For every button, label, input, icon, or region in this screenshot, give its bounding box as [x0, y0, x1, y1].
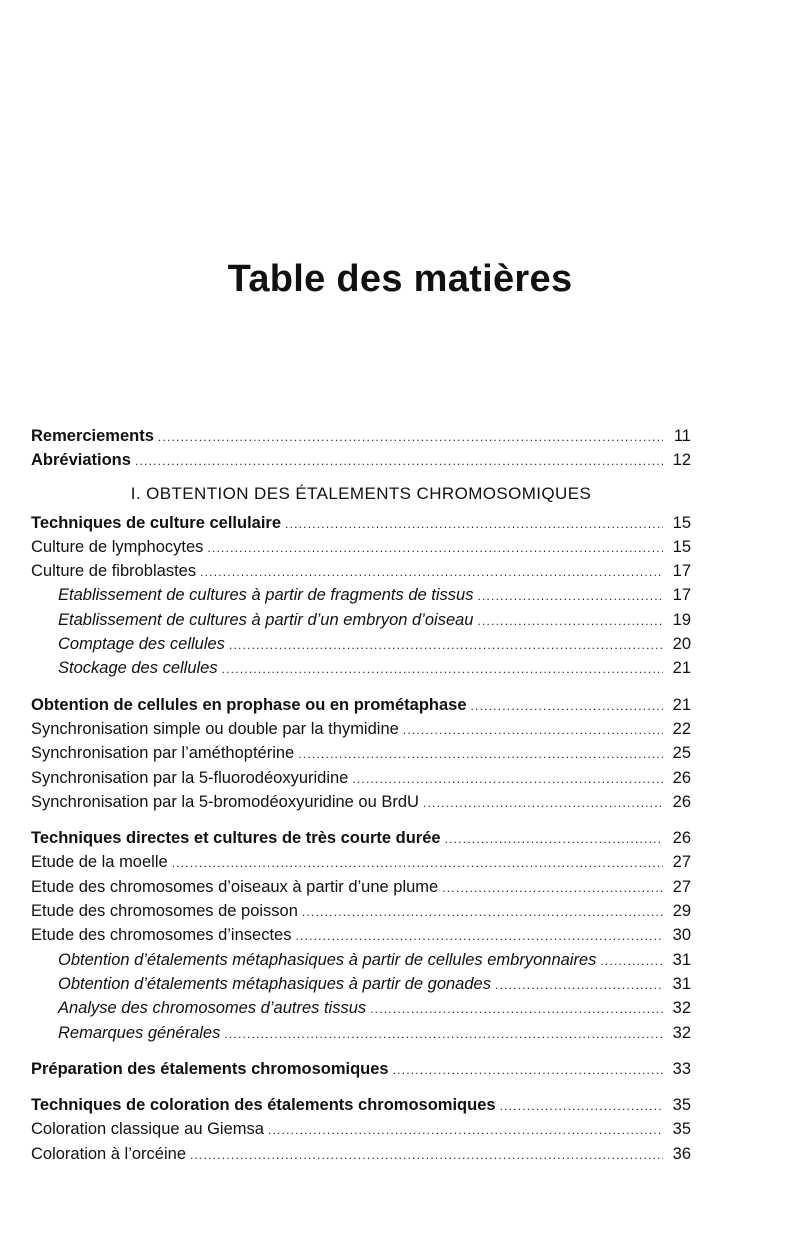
leader-dots	[207, 541, 663, 555]
toc-entry[interactable]	[31, 878, 691, 902]
toc-entry-page: 22	[672, 719, 691, 738]
toc-entry-label: Analyse des chromosomes d’autres tissus	[58, 999, 367, 1018]
toc-section-heading[interactable]	[31, 696, 691, 720]
toc-section-heading[interactable]	[31, 1060, 691, 1084]
toc-entry-page: 26	[672, 792, 691, 811]
toc-entry-page: 29	[672, 902, 691, 921]
toc-entry-page: 30	[672, 926, 691, 945]
leader-dots	[285, 517, 663, 531]
leader-dots	[477, 614, 663, 628]
toc-entry-label: Etablissement de cultures à partir de fragments de tissus	[58, 586, 474, 605]
toc-entry-label: Stockage des cellules	[58, 659, 218, 678]
toc-entry-page: 35	[672, 1096, 691, 1115]
leader-dots	[172, 856, 663, 870]
leader-dots	[403, 723, 663, 737]
toc-entry-page: 21	[672, 659, 691, 678]
toc-section-heading[interactable]	[31, 514, 691, 538]
leader-dots	[229, 638, 663, 652]
toc-entry-label: Obtention de cellules en prophase ou en prométaphase	[31, 695, 467, 714]
toc-entry-page: 11	[673, 427, 691, 445]
toc-entry-label: Etude des chromosomes d’oiseaux à partir d’une plume	[31, 877, 439, 896]
toc-entry-page: 17	[672, 586, 691, 605]
toc-entry-page: 15	[672, 513, 691, 532]
toc-entry[interactable]	[31, 635, 691, 659]
toc-entry-page: 21	[672, 695, 691, 714]
toc-entry-page: 31	[672, 974, 691, 993]
leader-dots	[495, 978, 663, 992]
toc-entry-page: 27	[672, 877, 691, 896]
leader-dots	[190, 1148, 663, 1162]
leader-dots	[442, 881, 663, 895]
toc-sections	[31, 514, 691, 1169]
toc-entry-remerciements[interactable]	[31, 427, 691, 451]
leader-dots	[298, 747, 663, 761]
table-of-contents	[31, 427, 691, 1169]
toc-entry-page: 27	[672, 853, 691, 872]
toc-entry[interactable]	[31, 1024, 691, 1048]
toc-entry-label: Synchronisation simple ou double par la thymidine	[31, 719, 399, 738]
leader-dots	[268, 1123, 663, 1137]
toc-entry-label: Techniques de coloration des étalements chromosomiques	[31, 1096, 496, 1115]
toc-entry-page: 32	[672, 999, 691, 1018]
toc-entry-label: Etude des chromosomes de poisson	[31, 902, 298, 921]
toc-entry-label: Comptage des cellules	[58, 635, 225, 654]
toc-entry[interactable]	[31, 744, 691, 768]
toc-entry-page: 25	[672, 744, 691, 763]
leader-dots	[500, 1099, 663, 1113]
leader-dots	[600, 954, 663, 968]
leader-dots	[393, 1063, 663, 1077]
toc-entry[interactable]	[31, 538, 691, 562]
toc-entry-label: Synchronisation par la 5-bromodéoxyuridine ou BrdU	[31, 792, 419, 811]
toc-entry-label: Etablissement de cultures à partir d’un embryon d’oiseau	[58, 610, 474, 629]
leader-dots	[302, 905, 663, 919]
toc-entry[interactable]	[31, 853, 691, 877]
toc-entry-page: 31	[672, 950, 691, 969]
toc-entry-label: Synchronisation par la 5-fluorodéoxyuridine	[31, 768, 349, 787]
leader-dots	[295, 929, 663, 943]
leader-dots	[222, 662, 663, 676]
toc-entry-label: Techniques de culture cellulaire	[31, 513, 282, 532]
leader-dots	[200, 565, 663, 579]
toc-entry-label: Coloration classique au Giemsa	[31, 1120, 264, 1139]
toc-entry-abreviations[interactable]	[31, 451, 691, 475]
toc-entry-page: 19	[672, 610, 691, 629]
part-heading: I. OBTENTION DES ÉTALEMENTS CHROMOSOMIQUES	[130, 483, 592, 503]
toc-entry-label: Abréviations	[31, 451, 131, 470]
leader-dots	[423, 796, 663, 810]
toc-entry[interactable]	[31, 611, 691, 635]
toc-entry-page: 33	[672, 1059, 691, 1078]
toc-entry-label: Remerciements	[31, 427, 154, 445]
toc-entry-page: 35	[672, 1120, 691, 1139]
toc-entry[interactable]	[31, 1145, 691, 1169]
toc-entry-label: Culture de fibroblastes	[31, 562, 197, 581]
toc-entry[interactable]	[31, 975, 691, 999]
toc-section-heading[interactable]	[31, 1096, 691, 1120]
toc-entry[interactable]	[31, 1120, 691, 1144]
toc-entry-label: Préparation des étalements chromosomiques	[31, 1059, 389, 1078]
toc-entry-page: 20	[672, 635, 691, 654]
toc-entry-label: Etude des chromosomes d’insectes	[31, 926, 292, 945]
toc-entry-label: Remarques générales	[58, 1023, 221, 1042]
toc-entry-label: Obtention d’étalements métaphasiques à partir de cellules embryonnaires	[58, 950, 597, 969]
toc-entry[interactable]	[31, 999, 691, 1023]
toc-entry-page: 15	[672, 537, 691, 556]
leader-dots	[135, 454, 663, 468]
toc-entry[interactable]	[31, 562, 691, 586]
leader-dots	[352, 772, 663, 786]
toc-entry-label: Culture de lymphocytes	[31, 537, 204, 556]
toc-entry-label: Coloration à l’orcéine	[31, 1144, 187, 1163]
toc-entry-page: 26	[672, 829, 691, 848]
leader-dots	[224, 1027, 663, 1041]
leader-dots	[370, 1002, 663, 1016]
toc-entry-label: Etude de la moelle	[31, 853, 168, 872]
toc-entry-page: 26	[672, 768, 691, 787]
toc-entry[interactable]	[31, 926, 691, 950]
toc-entry[interactable]	[31, 951, 691, 975]
toc-entry[interactable]	[31, 902, 691, 926]
toc-entry-label: Techniques directes et cultures de très courte durée	[31, 829, 441, 848]
toc-entry-label: Obtention d’étalements métaphasiques à partir de gonades	[58, 974, 491, 993]
leader-dots	[471, 699, 663, 713]
toc-section-heading[interactable]	[31, 829, 691, 853]
toc-entry-page: 32	[672, 1023, 691, 1042]
page-title: Table des matières	[227, 258, 573, 300]
toc-entry[interactable]	[31, 586, 691, 610]
toc-entry-page: 12	[672, 451, 691, 470]
leader-dots	[445, 832, 663, 846]
leader-dots	[477, 589, 663, 603]
toc-entry[interactable]	[31, 720, 691, 744]
toc-entry-label: Synchronisation par l’améthoptérine	[31, 744, 295, 763]
toc-entry-page: 36	[672, 1144, 691, 1163]
toc-entry[interactable]	[31, 793, 691, 817]
toc-entry[interactable]	[31, 769, 691, 793]
leader-dots	[158, 430, 663, 444]
toc-entry-page: 17	[672, 562, 691, 581]
toc-entry[interactable]	[31, 659, 691, 683]
